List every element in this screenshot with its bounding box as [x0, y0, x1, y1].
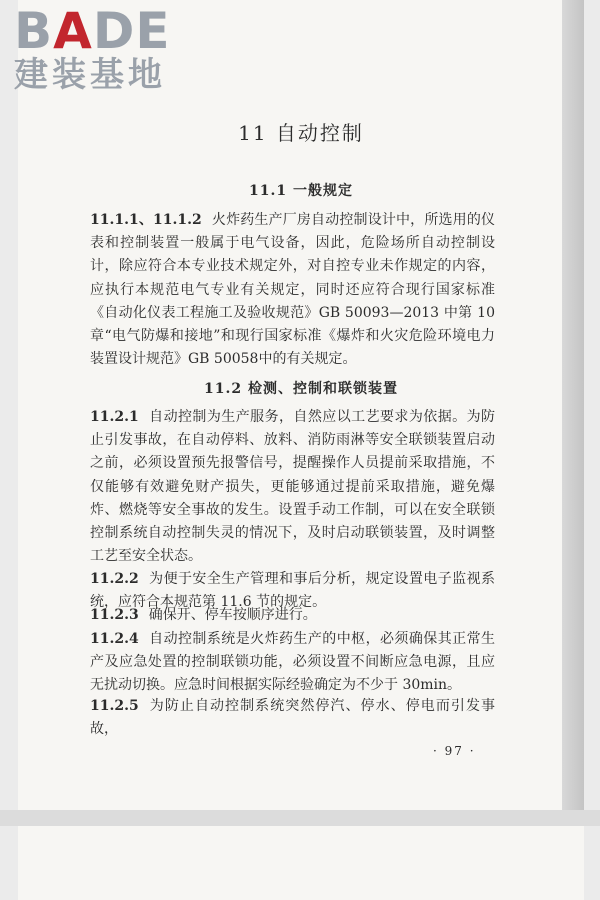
clause-11-2-3 — [90, 604, 495, 627]
clause-number: 11.1.1、11.1.2 — [90, 212, 202, 228]
logo-subtitle: 建装基地 — [14, 55, 166, 95]
next-page-sheet — [18, 826, 584, 900]
clause-11-2-5 — [90, 695, 495, 741]
clause-text: 火炸药生产厂房自动控制设计中，所选用的仪表和控制装置一般属于电气设备，因此，危险场所自动控制设计，除应符合本专业技术规定外，对自控专业未作规定的内容，应执行本规范电气专业有关规定，同时还应符合现行国家标准《自动化仪表工程施工及验收规范》GB 50093—2013 中第 10 章“电气防爆和接地”和现行国家标准《爆炸和火灾危险环境电力装置设计规范》GB 50058中的有关规定。 — [90, 212, 495, 368]
watermark-logo — [14, 2, 171, 95]
clause-text: 自动控制系统是火炸药生产的中枢，必须确保其正常生产及应急处置的控制联锁功能，必须设置不间断应急电源，且应无扰动切换。应急时间根据实际经验确定为不少于 30min。 — [90, 631, 495, 694]
section-title-general: 11.1 一般规定 — [249, 183, 353, 199]
clause-11-2-1 — [90, 406, 495, 568]
clause-text: 为便于安全生产管理和事后分析，规定设置电子监视系统，应符合本规范第 11.6 节的规定。 — [90, 571, 495, 611]
clause-text: 自动控制为生产服务，自然应以工艺要求为依据。为防止引发事故，在自动停料、放料、消防雨淋等安全联锁装置启动之前，必须设置预先报警信号，提醒操作人员提前采取措施，不仅能够有效避免财产损失，更能够通过提前采取措施，避免爆炸、燃烧等安全事故的发生。设置手动工作制，可以在安全联锁控制系统自动控制失灵的情况下，及时启动联锁装置，及时调整工艺至安全状态。 — [90, 409, 495, 565]
clause-number: 11.2.1 — [90, 409, 139, 425]
clause-number: 11.2.5 — [90, 698, 139, 714]
page-number: · 97 · — [433, 744, 476, 758]
clause-number: 11.2.3 — [90, 607, 139, 623]
clause-text: 为防止自动控制系统突然停汽、停水、停电而引发事故， — [90, 698, 495, 738]
document-page — [18, 0, 584, 810]
logo-wordmark: BADE — [14, 2, 171, 60]
chapter-title: 11 自动控制 — [238, 121, 364, 145]
clause-number: 11.2.4 — [90, 631, 139, 647]
section-title-detection-control: 11.2 检测、控制和联锁装置 — [204, 381, 398, 397]
clause-11-1-1 — [90, 209, 495, 371]
clause-text: 确保开、停车按顺序进行。 — [148, 607, 317, 623]
clause-number: 11.2.2 — [90, 571, 139, 587]
clause-11-2-4 — [90, 628, 495, 698]
page-separator — [0, 810, 600, 826]
